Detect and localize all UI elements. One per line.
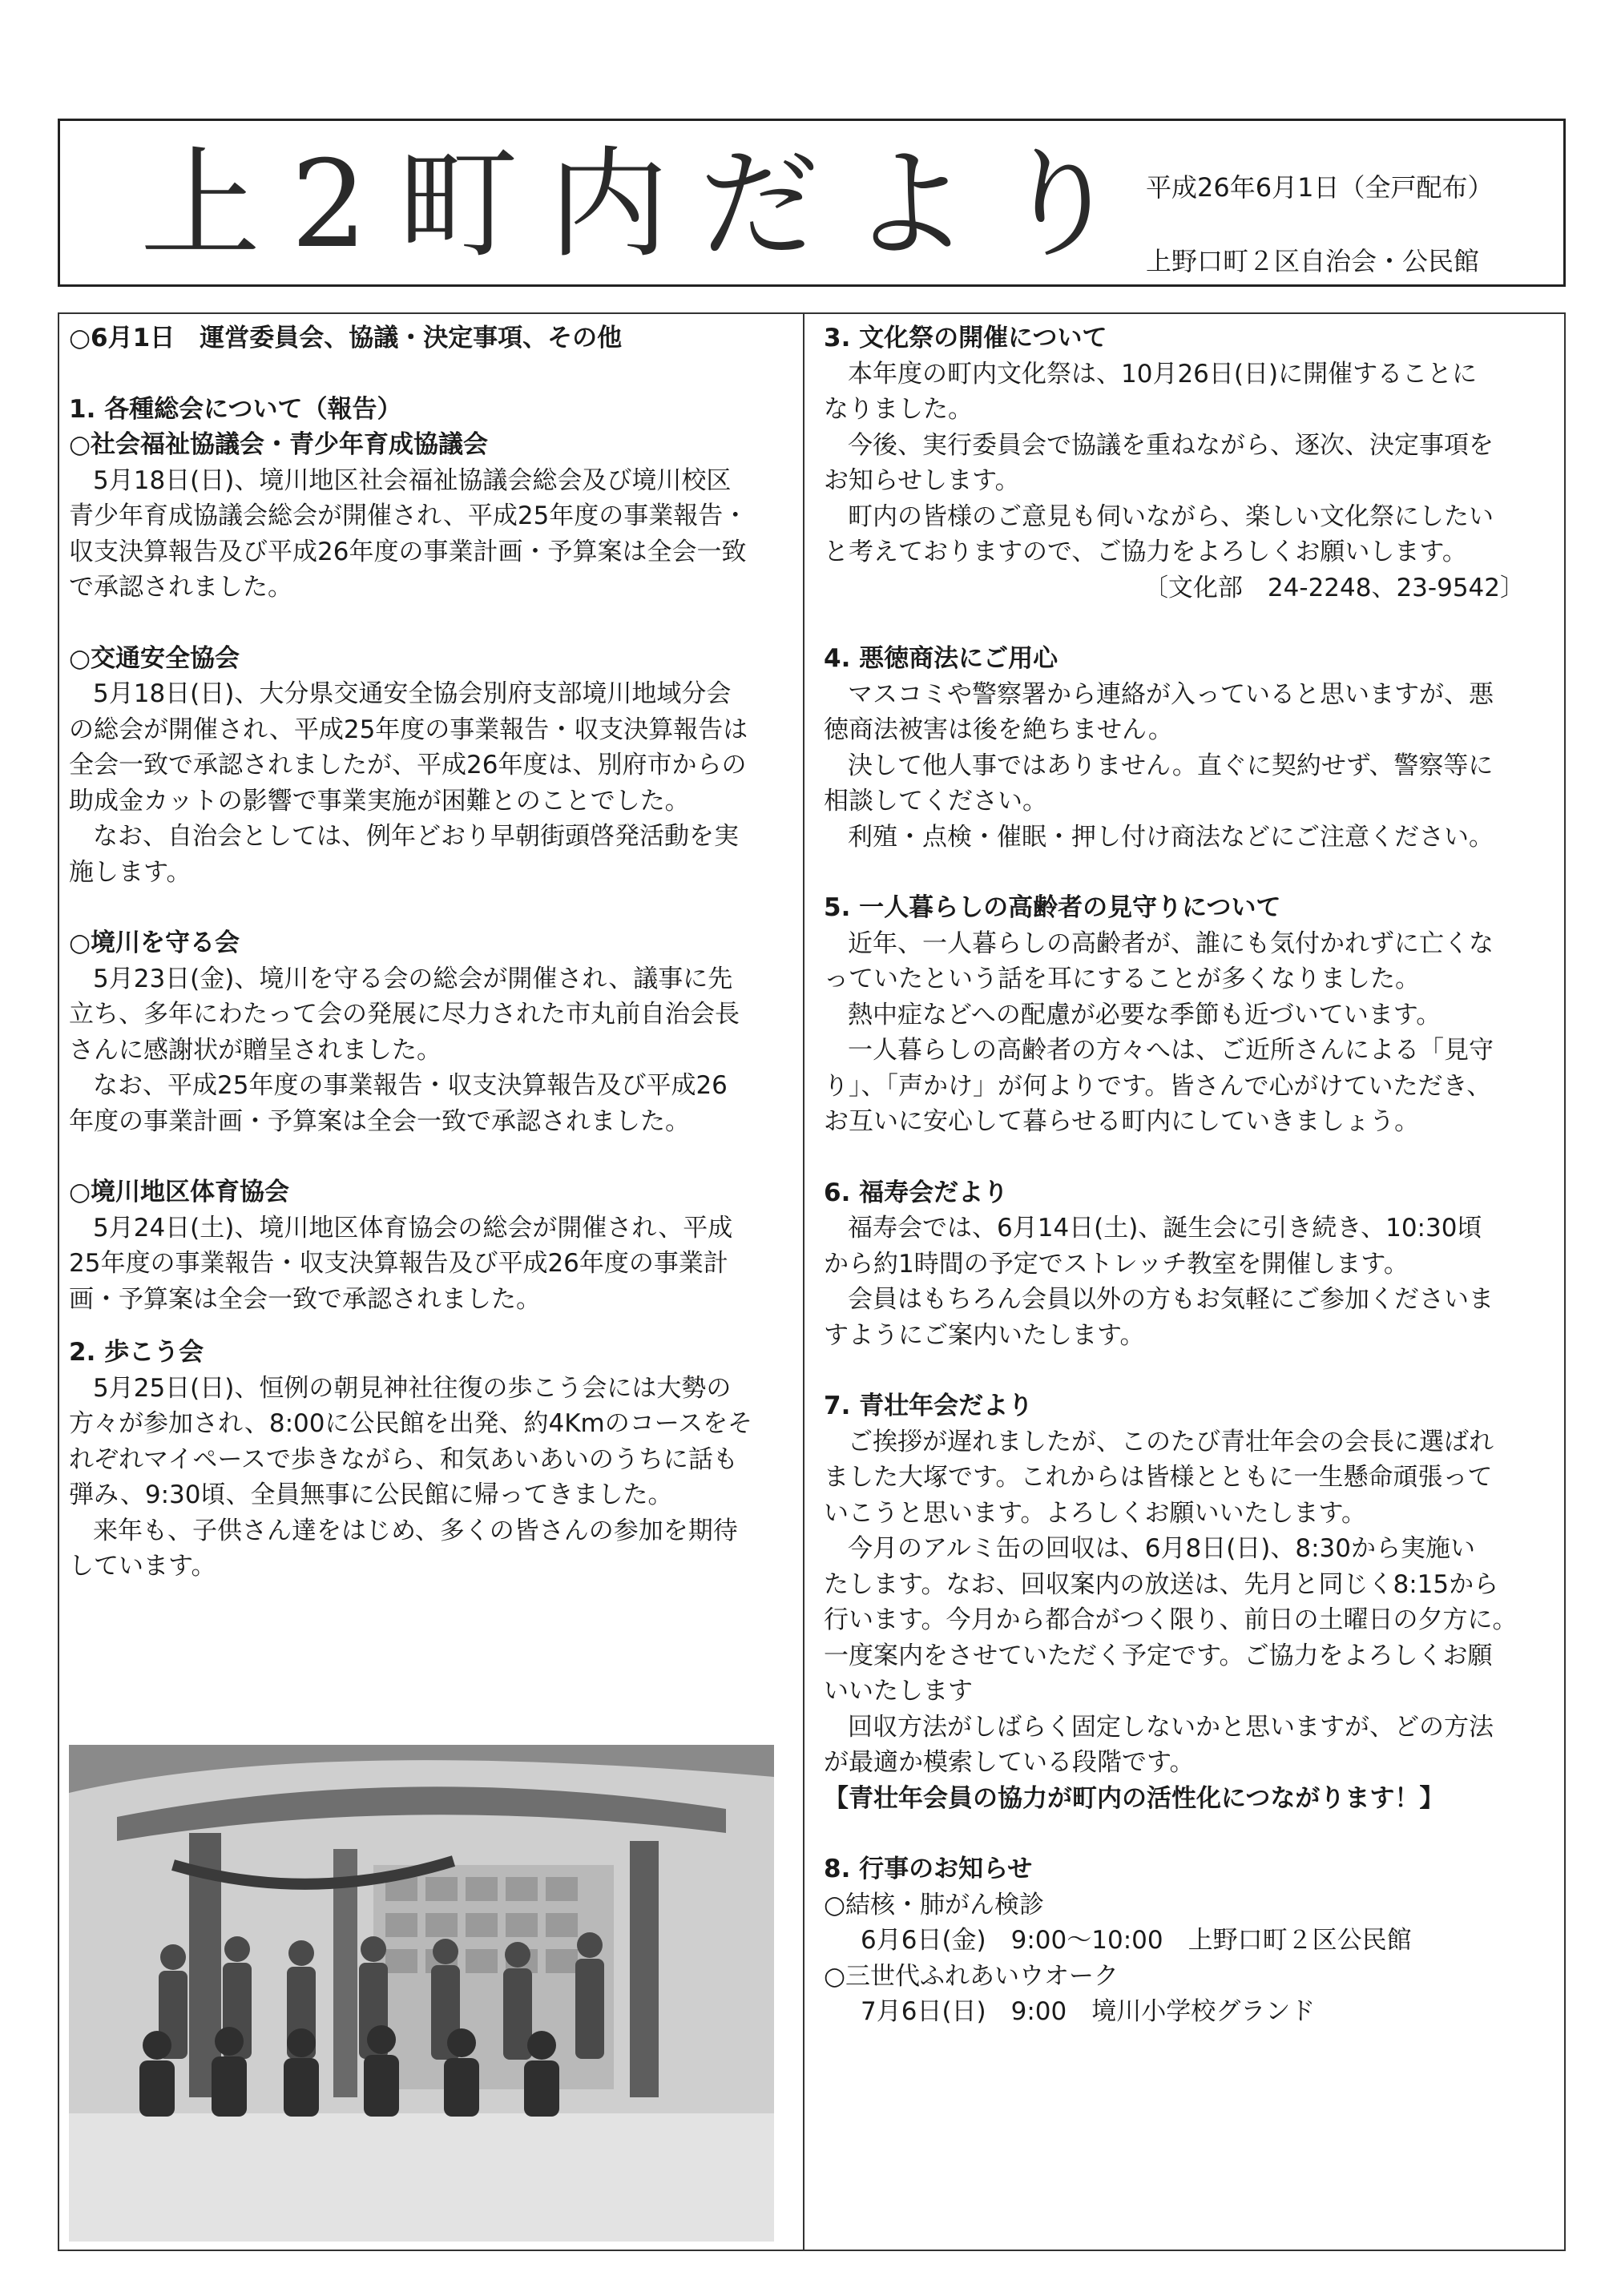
paragraph-line: なお、自治会としては、例年どおり早朝街頭啓発活動を実 xyxy=(93,822,739,851)
paragraph-line: 青少年育成協議会総会が開催され、平成25年度の事業報告・ xyxy=(69,501,748,530)
paragraph-line: 熱中症などへの配慮が必要な季節も近づいています。 xyxy=(848,1000,1442,1029)
paragraph-line: 今後、実行委員会で協議を重ねながら、逐次、決定事項を xyxy=(848,430,1494,460)
paragraph-line: なりました。 xyxy=(824,395,973,424)
paragraph-line: 一度案内をさせていただく予定です。ご協力をよろしくお願 xyxy=(824,1641,1493,1670)
paragraph-line: 年度の事業計画・予算案は全会一致で承認されました。 xyxy=(69,1106,690,1136)
paragraph-line: ました大塚です。これからは皆様とともに一生懸命頑張って xyxy=(824,1463,1493,1492)
paragraph-line: 5月24日(土)、境川地区体育協会の総会が開催され、平成 xyxy=(93,1213,733,1243)
paragraph-line: 来年も、子供さん達をはじめ、多くの皆さんの参加を期待 xyxy=(93,1516,738,1545)
paragraph-line: 収支決算報告及び平成26年度の事業計画・予算案は全会一致 xyxy=(69,537,747,566)
paragraph-line: しています。 xyxy=(69,1552,216,1581)
paragraph-line: 今月のアルミ缶の回収は、6月8日(日)、8:30から実施い xyxy=(848,1534,1476,1563)
paragraph-line: 方々が参加され、8:00に公民館を出発、約4Kmのコースをそ xyxy=(69,1409,753,1438)
paragraph-line: 全会一致で承認されましたが、平成26年度は、別府市からの xyxy=(69,751,747,779)
masthead-box xyxy=(58,119,1566,287)
paragraph-line: 本年度の町内文化祭は、10月26日(日)に開催することに xyxy=(848,359,1478,389)
welfare-heading: ○社会福祉協議会・青少年育成協議会 xyxy=(69,430,489,459)
section-4-heading: 4. 悪徳商法にご用心 xyxy=(824,644,1058,673)
sports-heading: ○境川地区体育協会 xyxy=(69,1178,290,1206)
paragraph-line: っていたという話を耳にすることが多くなりました。 xyxy=(824,965,1420,993)
paragraph-line: なお、平成25年度の事業報告・収支決算報告及び平成26 xyxy=(93,1071,728,1100)
paragraph-line: 利殖・点検・催眠・押し付け商法などにご注意ください。 xyxy=(848,822,1494,852)
paragraph-line: 画・予算案は全会一致で承認されました。 xyxy=(69,1284,541,1314)
paragraph-line: 5月23日(金)、境川を守る会の総会が開催され、議事に先 xyxy=(93,964,733,993)
paragraph-line: れぞれマイペースで歩きながら、和気あいあいのうちに話も xyxy=(69,1444,738,1474)
protect-heading: ○境川を守る会 xyxy=(69,928,240,957)
paragraph-line: 決して他人事ではありません。直ぐに契約せず、警察等に xyxy=(848,751,1494,780)
left-column xyxy=(69,320,794,1585)
paragraph-line: お知らせします。 xyxy=(824,466,1020,495)
paragraph-line: いこうと思います。よろしくお願いいたします。 xyxy=(824,1498,1367,1528)
traffic-heading: ○交通安全協会 xyxy=(69,643,240,673)
paragraph-line: が最適か模索している段階です。 xyxy=(824,1748,1195,1777)
section-3-heading: 3. 文化祭の開催について xyxy=(824,324,1107,352)
section-7-heading: 7. 青壮年会だより xyxy=(824,1392,1034,1420)
paragraph-line: さんに感謝状が贈呈されました。 xyxy=(69,1035,442,1065)
youth-emphasis: 【青壮年会員の協力が町内の活性化につながります！】 xyxy=(824,1783,1445,1813)
paragraph-line: 5月25日(日)、恒例の朝見神社往復の歩こう会には大勢の xyxy=(93,1373,732,1403)
paragraph-line: マスコミや警察署から連絡が入っていると思いますが、悪 xyxy=(848,679,1494,709)
issue-date: 平成26年6月1日（全戸配布） xyxy=(1146,172,1494,203)
section-1-heading: 1. 各種総会について（報告） xyxy=(69,394,402,424)
event-title: ○結核・肺がん検診 xyxy=(824,1890,1045,1919)
paragraph-line: 一人暮らしの高齢者の方々へは、ご近所さんによる「見守 xyxy=(848,1036,1494,1065)
paragraph-line: り」、「声かけ」が何よりです。皆さんで心がけていただき、 xyxy=(824,1071,1492,1101)
paragraph-line: 助成金カットの影響で事業実施が困難とのことでした。 xyxy=(69,786,690,816)
paragraph-line: 弾み、9:30頃、全員無事に公民館に帰ってきました。 xyxy=(69,1480,673,1509)
paragraph-line: 福寿会では、6月14日(土)、誕生会に引き続き、10:30頃 xyxy=(848,1214,1482,1243)
right-column xyxy=(824,320,1557,2030)
paragraph-line: 町内の皆様のご意見も伺いながら、楽しい文化祭にしたい xyxy=(848,501,1494,531)
paragraph-line: 徳商法被害は後を絶ちません。 xyxy=(824,715,1173,744)
section-5-heading: 5. 一人暮らしの高齢者の見守りについて xyxy=(824,893,1281,922)
paragraph-line: たします。なお、回収案内の放送は、先月と同じく8:15から xyxy=(824,1569,1499,1599)
section-8-heading: 8. 行事のお知らせ xyxy=(824,1855,1033,1883)
group-photo xyxy=(69,1745,774,2242)
paragraph-line: 回収方法がしばらく固定しないかと思いますが、どの方法 xyxy=(848,1712,1494,1742)
meeting-heading: ○6月1日 運営委員会、協議・決定事項、その他 xyxy=(69,324,623,352)
paragraph-line: で承認されました。 xyxy=(69,573,292,602)
event-title: ○三世代ふれあいウオーク xyxy=(824,1961,1119,1991)
publisher: 上野口町２区自治会・公民館 xyxy=(1146,246,1480,276)
newsletter-title: 上2町内だより xyxy=(140,135,1151,275)
paragraph-line: 施します。 xyxy=(69,857,192,887)
paragraph-line: いいたします xyxy=(824,1677,973,1706)
paragraph-line: 行います。今月から都合がつく限り、前日の土曜日の夕方に。 xyxy=(824,1605,1518,1634)
paragraph-line: と考えておりますので、ご協力をよろしくお願いします。 xyxy=(824,538,1467,566)
paragraph-line: 相談してください。 xyxy=(824,787,1047,816)
event-detail: 7月6日(日) 9:00 境川小学校グランド xyxy=(861,1997,1316,2026)
group-photo-illustration xyxy=(69,1745,774,2242)
paragraph-line: 5月18日(日)、大分県交通安全協会別府支部境川地域分会 xyxy=(93,679,732,708)
paragraph-line: 会員はもちろん会員以外の方もお気軽にご参加くださいま xyxy=(848,1285,1494,1314)
paragraph-line: の総会が開催され、平成25年度の事業報告・収支決算報告は xyxy=(69,715,748,744)
paragraph-line: 近年、一人暮らしの高齢者が、誰にも気付かれずに亡くな xyxy=(848,928,1494,958)
paragraph-line: 25年度の事業報告・収支決算報告及び平成26年度の事業計 xyxy=(69,1249,728,1278)
culture-contact: 〔文化部 24-2248、23-9542〕 xyxy=(1143,573,1525,602)
paragraph-line: すようにご案内いたします。 xyxy=(824,1320,1145,1350)
paragraph-line: お互いに安心して暮らせる町内にしていきましょう。 xyxy=(824,1107,1420,1136)
event-detail: 6月6日(金) 9:00～10:00 上野口町２区公民館 xyxy=(861,1926,1412,1955)
paragraph-line: から約1時間の予定でストレッチ教室を開催します。 xyxy=(824,1249,1409,1279)
paragraph-line: 立ち、多年にわたって会の発展に尽力された市丸前自治会長 xyxy=(69,1000,740,1029)
paragraph-line: 5月18日(日)、境川地区社会福祉協議会総会及び境川校区 xyxy=(93,465,732,495)
paragraph-line: ご挨拶が遅れましたが、このたび青壮年会の会長に選ばれ xyxy=(848,1427,1494,1456)
column-divider xyxy=(803,312,804,2251)
section-2-heading: 2. 歩こう会 xyxy=(69,1338,204,1367)
section-6-heading: 6. 福寿会だより xyxy=(824,1178,1009,1207)
